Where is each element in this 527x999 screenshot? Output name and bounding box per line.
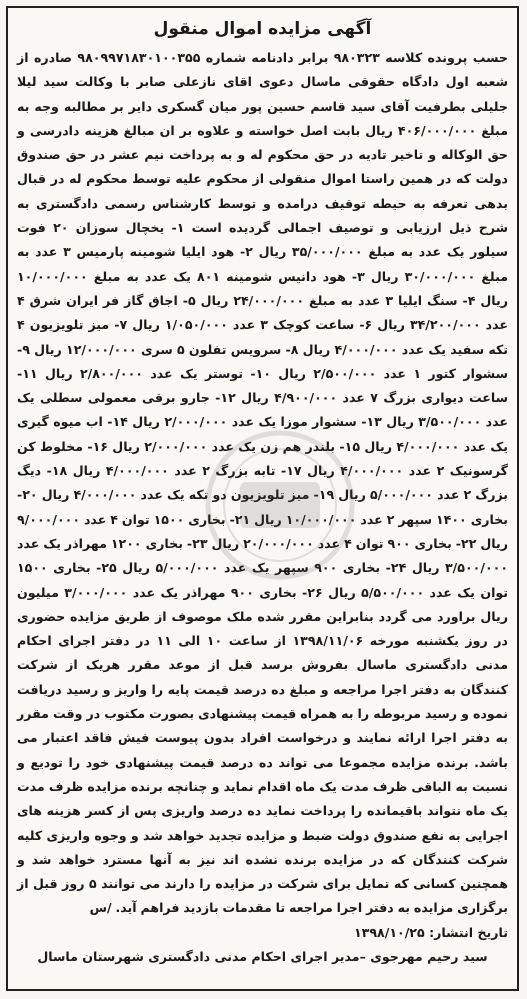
signature-line: سید رحیم مهرجوی –مدیر اجرای احکام مدنی دادگستری شهرستان ماسال bbox=[37, 948, 488, 964]
auction-notice bbox=[6, 6, 519, 991]
notice-body: حسب پرونده کلاسه ۹۸۰۳۲۳ برابر دادنامه شماره ۹۸۰۹۹۷۱۸۳۰۱۰۰۳۵۵ صادره از شعبه اول دادگاه حقوقی ماسال دعوی اقای نازعلی صابر با وکالت سید لیلا جلیلی بطرفیت آقای سید قاسم حسین پور میان گسکری دایر بر مطالبه وجه به مبلغ ۴۰۶/۰۰۰/۰۰۰ ریال بابت اصل خواسته و علاوه بر ان مبالغ هزینه دادرسی و حق الوکاله و تاخیر تادیه در حق محکوم له و به پرداخت نیم عشر در حق صندوق دولت که در همین راستا اموال منقولی از محکوم علیه توسط محکوم له در قبال بدهی تعرفه به حیطه توقیف درامده و توسط کارشناس رسمی دادگستری به شرح ذیل ارزیابی و توصیف اجمالی گردیده است ۱- یخچال سوزان ۲۰ فوت سیلور یک عدد به مبلغ ۳۵/۰۰۰/۰۰۰ ریال ۲- هود ایلیا شومینه پارمیس ۳ عدد به مبلغ ۳۰/۰۰۰/۰۰۰ ریال ۳- هود دانیس شومینه ۸۰۱ یک عدد به مبلغ ۱۰/۰۰۰/۰۰۰ ریال ۴- سنگ ایلیا ۳ عدد به مبلغ ۲۴/۰۰۰/۰۰۰ ریال ۵- اجاق گاز فر ایران شرق ۴ عدد ۳۴/۲۰۰/۰۰۰ ریال ۶- ساعت کوچک ۳ عدد ۱/۰۵۰/۰۰۰ ریال ۷- میز تلویزیون ۴ تکه سفید یک عدد ۴/۰۰۰/۰۰۰ ریال ۸- سرویس تفلون ۵ سری ۱۲/۰۰۰/۰۰۰ ریال ۹- سشوار کتور ۱ عدد ۲/۵۰۰/۰۰۰ ریال ۱۰- توستر یک عدد ۲/۸۰۰/۰۰۰ ریال ۱۱- ساعت دیواری بزرگ ۷ عدد ۴/۹۰۰/۰۰۰ ریال ۱۲- جارو برقی معمولی سطلی یک عدد ۳/۵۰۰/۰۰۰ ریال ۱۳- سشوار موزا یک عدد ۲/۰۰۰/۰۰۰ ریال ۱۴- اب میوه گیری یک عدد ۴/۰۰۰/۰۰۰ ریال ۱۵- بلندر هم زن یک عدد ۲/۰۰۰/۰۰۰ ریال ۱۶- مخلوط کن گرسونیک ۲ عدد ۴/۰۰۰/۰۰۰ ریال ۱۷- تابه بزرگ ۲ عدد ۴/۰۰۰/۰۰۰ ریال ۱۸- دیگ بزرگ ۲ عدد ۵/۰۰۰/۰۰۰ ریال ۱۹- میز تلویزیون دو تکه یک عدد ۴/۰۰۰/۰۰۰ ریال ۲۰- بخاری ۱۴۰۰ سپهر ۲ عدد ۱۰/۰۰۰/۰۰۰ ریال ۲۱- بخاری ۱۵۰۰ توان ۴ عدد ۹/۰۰۰/۰۰۰ ریال ۲۲- بخاری ۹۰۰ توان ۴ عدد ۲۰/۰۰۰/۰۰۰ ریال ۲۳- بخاری ۱۲۰۰ مهراذر یک عدد ۳/۵۰۰/۰۰۰ ریال ۲۴- بخاری ۹۰۰ سپهر یک عدد ۵/۰۰۰/۰۰۰ ریال ۲۵- بخاری ۱۵۰۰ توان یک عدد ۵/۵۰۰/۰۰۰ ریال ۲۶- بخاری ۹۰۰ مهراذر یک عدد ۳/۰۰۰/۰۰۰ میلیون ریال براورد می گردد بنابراین مقرر شده ملک موصوف از طریق مزایده حضوری در روز یکشنبه مورخه ۱۳۹۸/۱۱/۰۶ از ساعت ۱۰ الی ۱۱ در دفتر اجرای احکام مدنی دادگستری ماسال بفروش برسد قبل از موعد مقرر هریک از شرکت کنندگان به دفتر اجرا مراجعه و مبلغ ده درصد قیمت پایه را واریز و رسید دریافت نموده و رسید مربوطه را به همراه قیمت پیشنهادی بصورت مکتوب در وقت مقرر به دفتر اجرا ارائه نمایند و درخواست افراد بدون پیوست فیش فاقد اعتبار می باشد. برنده مزایده مجموعا می تواند ده درصد قیمت پیشنهادی خود را تودیع و نسبت به الباقی ظرف مدت یک ماه اقدام نماید و چنانچه برنده مزایده ظرف مدت یک ماه نتواند باقیمانده را پرداخت نماید ده درصد واریزی پس از کسر هزینه های اجرایی به نفع صندوق دولت ضبط و مزایده تجدید خواهد شد و وجوه واریزی کلیه شرکت کنندگان که در مزایده برنده نشده اند نیز به آنها مسترد خواهد شد و همچنین کسانی که تمایل برای شرکت در مزایده را دارند می توانند ۵ روز قبل از برگزاری مزایده به دفتر اجرا مراجعه تا مقدمات بازدید فراهم آید. /س bbox=[17, 50, 509, 916]
notice-title: آگهی مزایده اموال منقول bbox=[153, 19, 372, 39]
publish-date: تاریخ انتشار: ۱۳۹۸/۱۰/۲۵ bbox=[353, 924, 508, 940]
